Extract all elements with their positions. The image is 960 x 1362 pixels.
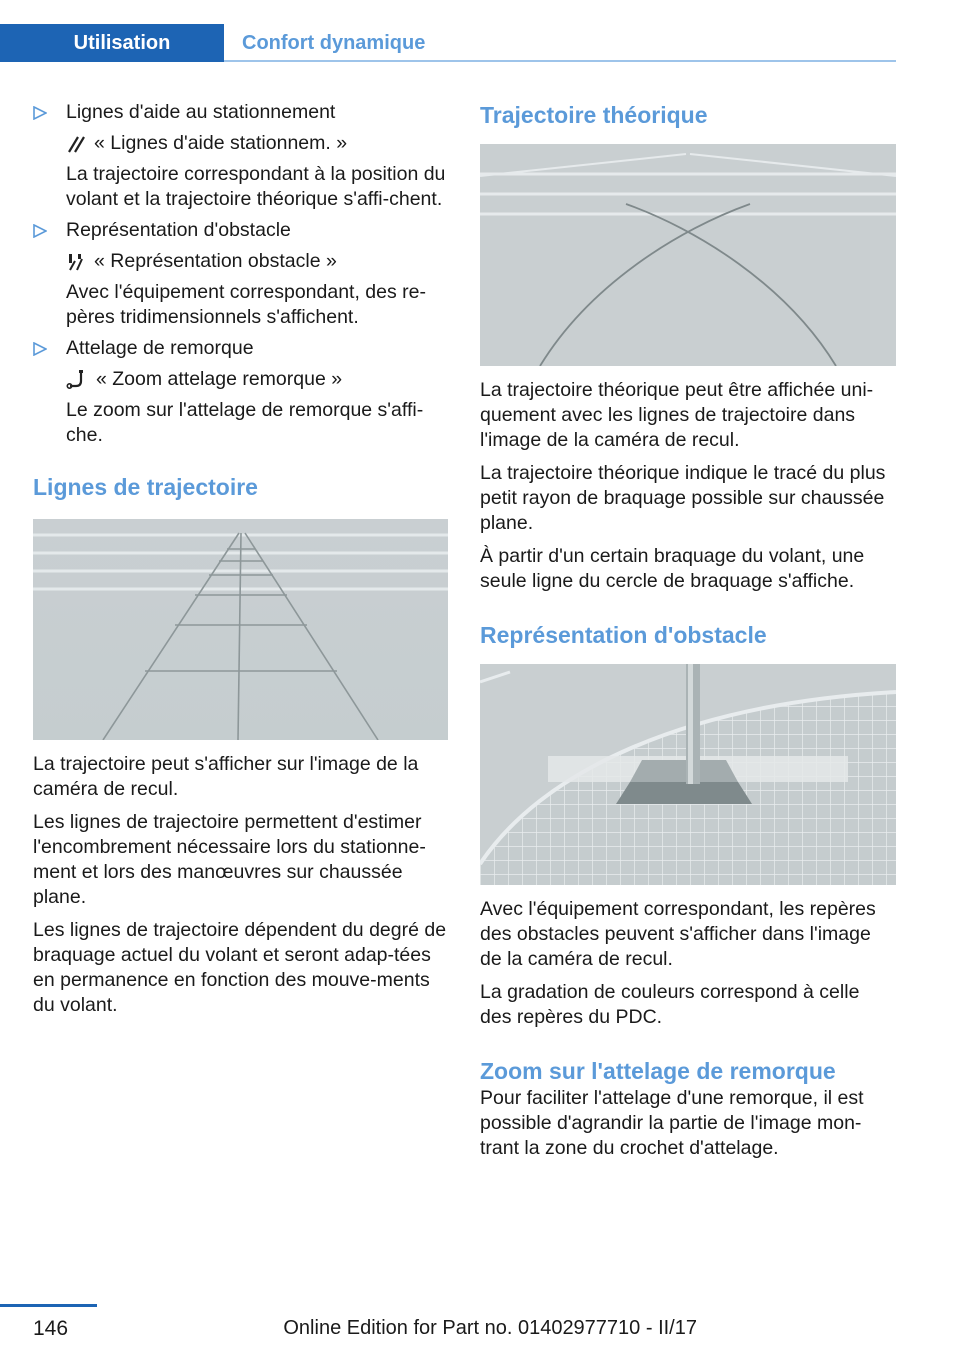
body-paragraph: Pour faciliter l'attelage d'une remorque, il est possible d'agrandir la partie de l'image mon‐trant la zone du crochet d'attelage. bbox=[480, 1087, 864, 1159]
header-divider bbox=[224, 60, 896, 62]
body-paragraph: Les lignes de trajectoire permettent d'estimer l'encombrement nécessaire lors du stationne‐ment et lors des manœuvres sur chaussée plane. bbox=[33, 811, 426, 908]
body-paragraph: Les lignes de trajectoire dépendent du degré de braquage actuel du volant et seront adap‐tées en permanence en fonction des mouve‐ments du volant. bbox=[33, 919, 447, 1016]
list-item-trailer-hitch bbox=[33, 336, 448, 448]
trailer-hitch-icon bbox=[66, 369, 88, 391]
body-paragraph: La trajectoire théorique peut être affichée uni‐quement avec les lignes de trajectoire dans l'image de la caméra de recul. bbox=[480, 379, 874, 451]
trajectory-lines-illustration bbox=[33, 519, 448, 740]
section-title: Représentation d'obstacle bbox=[480, 622, 767, 648]
body-paragraph: La trajectoire peut s'afficher sur l'image de la caméra de recul. bbox=[33, 753, 419, 800]
theoretical-trajectory-illustration bbox=[480, 144, 896, 366]
body-paragraph: Avec l'équipement correspondant, les repères des obstacles peuvent s'afficher dans l'image de la caméra de recul. bbox=[480, 898, 876, 970]
body-paragraph: La trajectoire théorique indique le tracé du plus petit rayon de braquage possible sur chaussée plane. bbox=[480, 462, 886, 534]
menu-entry[interactable] bbox=[66, 131, 448, 156]
obstacle-icon bbox=[66, 252, 86, 272]
menu-entry[interactable] bbox=[66, 367, 448, 392]
section-title: Lignes de trajectoire bbox=[33, 474, 258, 500]
triangle-bullet-icon bbox=[33, 224, 47, 238]
trajectory-lines-figure bbox=[33, 519, 448, 740]
right-column bbox=[480, 100, 896, 1169]
section-title: Trajectoire théorique bbox=[480, 102, 708, 128]
page-number: 146 bbox=[33, 1317, 69, 1340]
item-text: La trajectoire correspondant à la position du volant et la trajectoire théorique s'affi‐chent. bbox=[66, 163, 446, 210]
item-text: Le zoom sur l'attelage de remorque s'affi‐che. bbox=[66, 399, 424, 446]
menu-label: « Représentation obstacle » bbox=[94, 250, 337, 272]
menu-entry[interactable] bbox=[66, 249, 448, 274]
triangle-bullet-icon bbox=[33, 106, 47, 120]
parking-lines-icon bbox=[66, 134, 86, 154]
list-item-parking-lines bbox=[33, 100, 448, 212]
item-title: Lignes d'aide au stationnement bbox=[66, 101, 336, 123]
page-header bbox=[0, 0, 960, 62]
edition-note: Online Edition for Part no. 01402977710 - II/17 bbox=[283, 1317, 697, 1339]
item-title: Attelage de remorque bbox=[66, 337, 254, 359]
body-paragraph: À partir d'un certain braquage du volant, une seule ligne du cercle de braquage s'affiche. bbox=[480, 545, 865, 592]
obstacle-illustration bbox=[480, 664, 896, 885]
item-title: Représentation d'obstacle bbox=[66, 219, 291, 241]
footer-divider bbox=[0, 1304, 97, 1307]
obstacle-figure bbox=[480, 664, 896, 885]
theoretical-trajectory-figure bbox=[480, 144, 896, 366]
body-paragraph: La gradation de couleurs correspond à celle des repères du PDC. bbox=[480, 981, 860, 1028]
left-column bbox=[33, 100, 448, 1026]
tab-confort-dynamique[interactable]: Confort dynamique bbox=[242, 31, 426, 54]
item-text: Avec l'équipement correspondant, des re‐pères tridimensionnels s'affichent. bbox=[66, 281, 426, 328]
section-title: Zoom sur l'attelage de remorque bbox=[480, 1058, 836, 1084]
menu-label: « Zoom attelage remorque » bbox=[96, 368, 343, 390]
menu-label: « Lignes d'aide stationnem. » bbox=[94, 132, 348, 154]
tab-utilisation[interactable]: Utilisation bbox=[0, 24, 224, 62]
triangle-bullet-icon bbox=[33, 342, 47, 356]
list-item-obstacle bbox=[33, 218, 448, 330]
